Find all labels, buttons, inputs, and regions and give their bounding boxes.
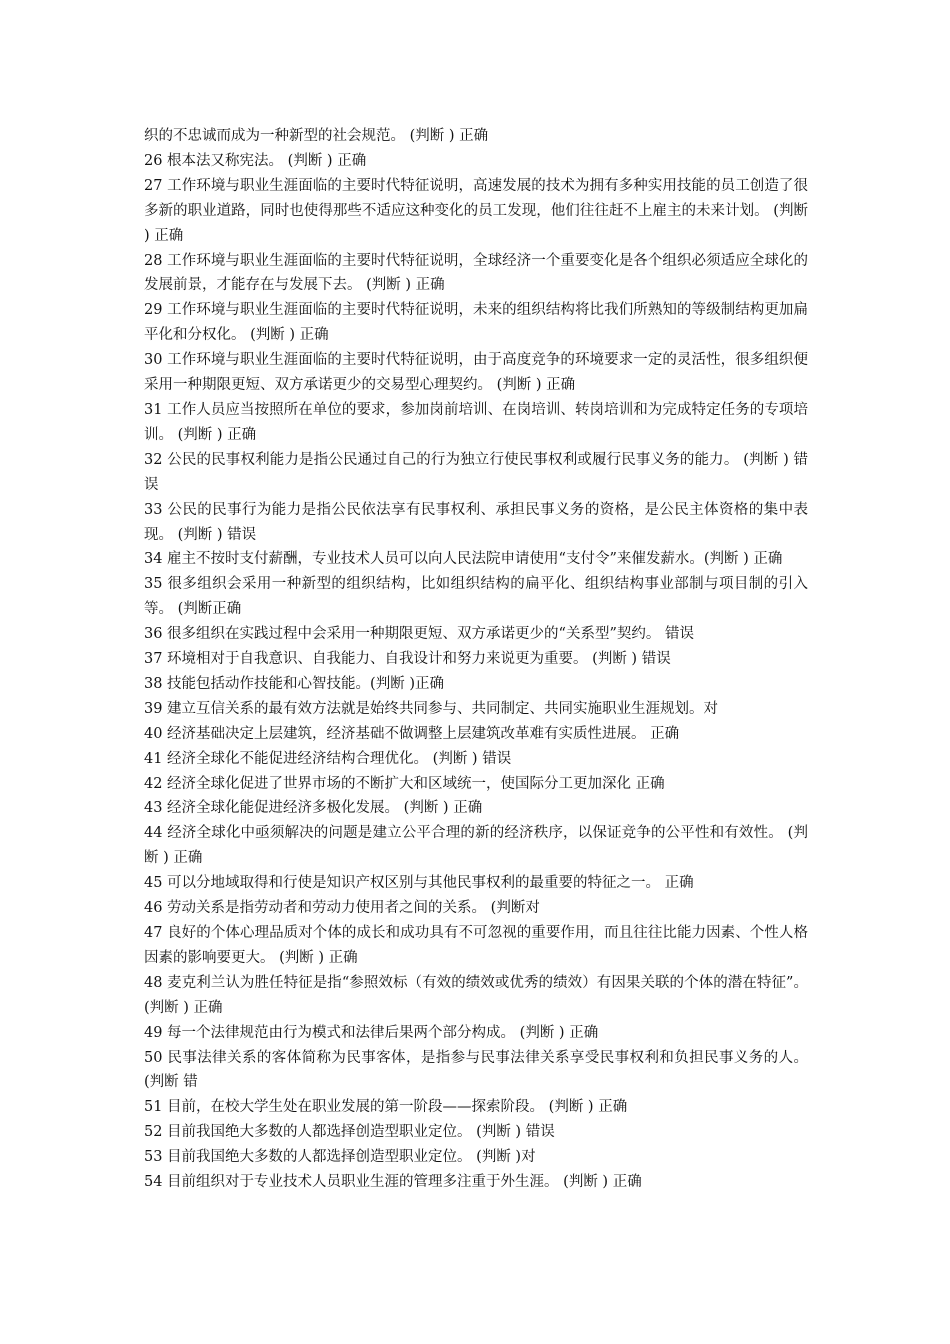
question-46: 46 劳动关系是指劳动者和劳动力使用者之间的关系。 (判断对 (144, 900, 540, 917)
question-52: 52 目前我国绝大多数的人都选择创造型职业定位。 (判断 ) 错误 (144, 1124, 555, 1141)
question-40: 40 经济基础决定上层建筑，经济基础不做调整上层建筑改革难有实质性进展。 正确 (144, 725, 680, 742)
question-53: 53 目前我国绝大多数的人都选择创造型职业定位。 (判断 )对 (144, 1149, 536, 1166)
question-41: 41 经济全球化不能促进经济结构合理优化。 (判断 ) 错误 (144, 750, 512, 767)
question-42: 42 经济全球化促进了世界市场的不断扩大和区域统一，使国际分工更加深化 正确 (144, 775, 665, 792)
paragraph-continuation: 织的不忠诚而成为一种新型的社会规范。 (判断 ) 正确 (144, 128, 489, 144)
question-34: 34 雇主不按时支付薪酬，专业技术人员可以向人民法院申请使用“支付令”来催发薪水。(判断 ) 正确 (144, 551, 783, 568)
question-48: 48 麦克利兰认为胜任特征是指“参照效标（有效的绩效或优秀的绩效）有因果关联的个体的潜在特征”。 (判断 ) 正确 (144, 974, 808, 1016)
document-body (144, 124, 808, 1195)
question-37: 37 环境相对于自我意识、自我能力、自我设计和努力来说更为重要。 (判断 ) 错误 (144, 651, 671, 668)
question-31: 31 工作人员应当按照所在单位的要求，参加岗前培训、在岗培训、转岗培训和为完成特定任务的专项培训。 (判断 ) 正确 (144, 401, 808, 443)
question-35: 35 很多组织会采用一种新型的组织结构，比如组织结构的扁平化、组织结构事业部制与项目制的引入等。 (判断正确 (144, 576, 808, 618)
question-44: 44 经济全球化中亟须解决的问题是建立公平合理的新的经济秩序，以保证竞争的公平性和有效性。 (判断 ) 正确 (144, 825, 808, 867)
question-39: 39 建立互信关系的最有效方法就是始终共同参与、共同制定、共同实施职业生涯规划。对 (144, 700, 719, 717)
question-36: 36 很多组织在实践过程中会采用一种期限更短、双方承诺更少的“关系型”契约。 错误 (144, 626, 694, 643)
question-51: 51 目前，在校大学生处在职业发展的第一阶段——探索阶段。 (判断 ) 正确 (144, 1099, 628, 1116)
question-47: 47 良好的个体心理品质对个体的成长和成功具有不可忽视的重要作用，而且往往比能力因素、个性人格因素的影响要更大。 (判断 ) 正确 (144, 925, 808, 966)
question-26: 26 根本法又称宪法。 (判断 ) 正确 (144, 152, 367, 169)
question-54: 54 目前组织对于专业技术人员职业生涯的管理多注重于外生涯。 (判断 ) 正确 (144, 1174, 642, 1191)
question-33: 33 公民的民事行为能力是指公民依法享有民事权利、承担民事义务的资格，是公民主体资格的集中表现。 (判断 ) 错误 (144, 501, 808, 543)
question-32: 32 公民的民事权利能力是指公民通过自己的行为独立行使民事权利或履行民事义务的能力。 (判断 ) 错误 (144, 451, 808, 493)
question-50: 50 民事法律关系的客体简称为民事客体，是指参与民事法律关系享受民事权利和负担民事义务的人。 (判断 错 (144, 1049, 808, 1091)
question-28: 28 工作环境与职业生涯面临的主要时代特征说明，全球经济一个重要变化是各个组织必须适应全球化的发展前景，才能存在与发展下去。 (判断 ) 正确 (144, 252, 808, 294)
question-45: 45 可以分地域取得和行使是知识产权区别与其他民事权利的最重要的特征之一。 正确 (144, 875, 694, 892)
question-27: 27 工作环境与职业生涯面临的主要时代特征说明，高速发展的技术为拥有多种实用技能的员工创造了很多新的职业道路，同时也使得那些不适应这种变化的员工发现，他们往往赶不上雇主的未来计划。 (判断 ) 正确 (144, 177, 808, 244)
question-29: 29 工作环境与职业生涯面临的主要时代特征说明，未来的组织结构将比我们所熟知的等级制结构更加扁平化和分权化。 (判断 ) 正确 (144, 302, 808, 344)
question-43: 43 经济全球化能促进经济多极化发展。 (判断 ) 正确 (144, 800, 483, 817)
question-49: 49 每一个法律规范由行为模式和法律后果两个部分构成。 (判断 ) 正确 (144, 1024, 599, 1041)
question-38: 38 技能包括动作技能和心智技能。(判断 )正确 (144, 675, 444, 692)
question-30: 30 工作环境与职业生涯面临的主要时代特征说明，由于高度竞争的环境要求一定的灵活性，很多组织便采用一种期限更短、双方承诺更少的交易型心理契约。 (判断 ) 正确 (144, 352, 808, 394)
